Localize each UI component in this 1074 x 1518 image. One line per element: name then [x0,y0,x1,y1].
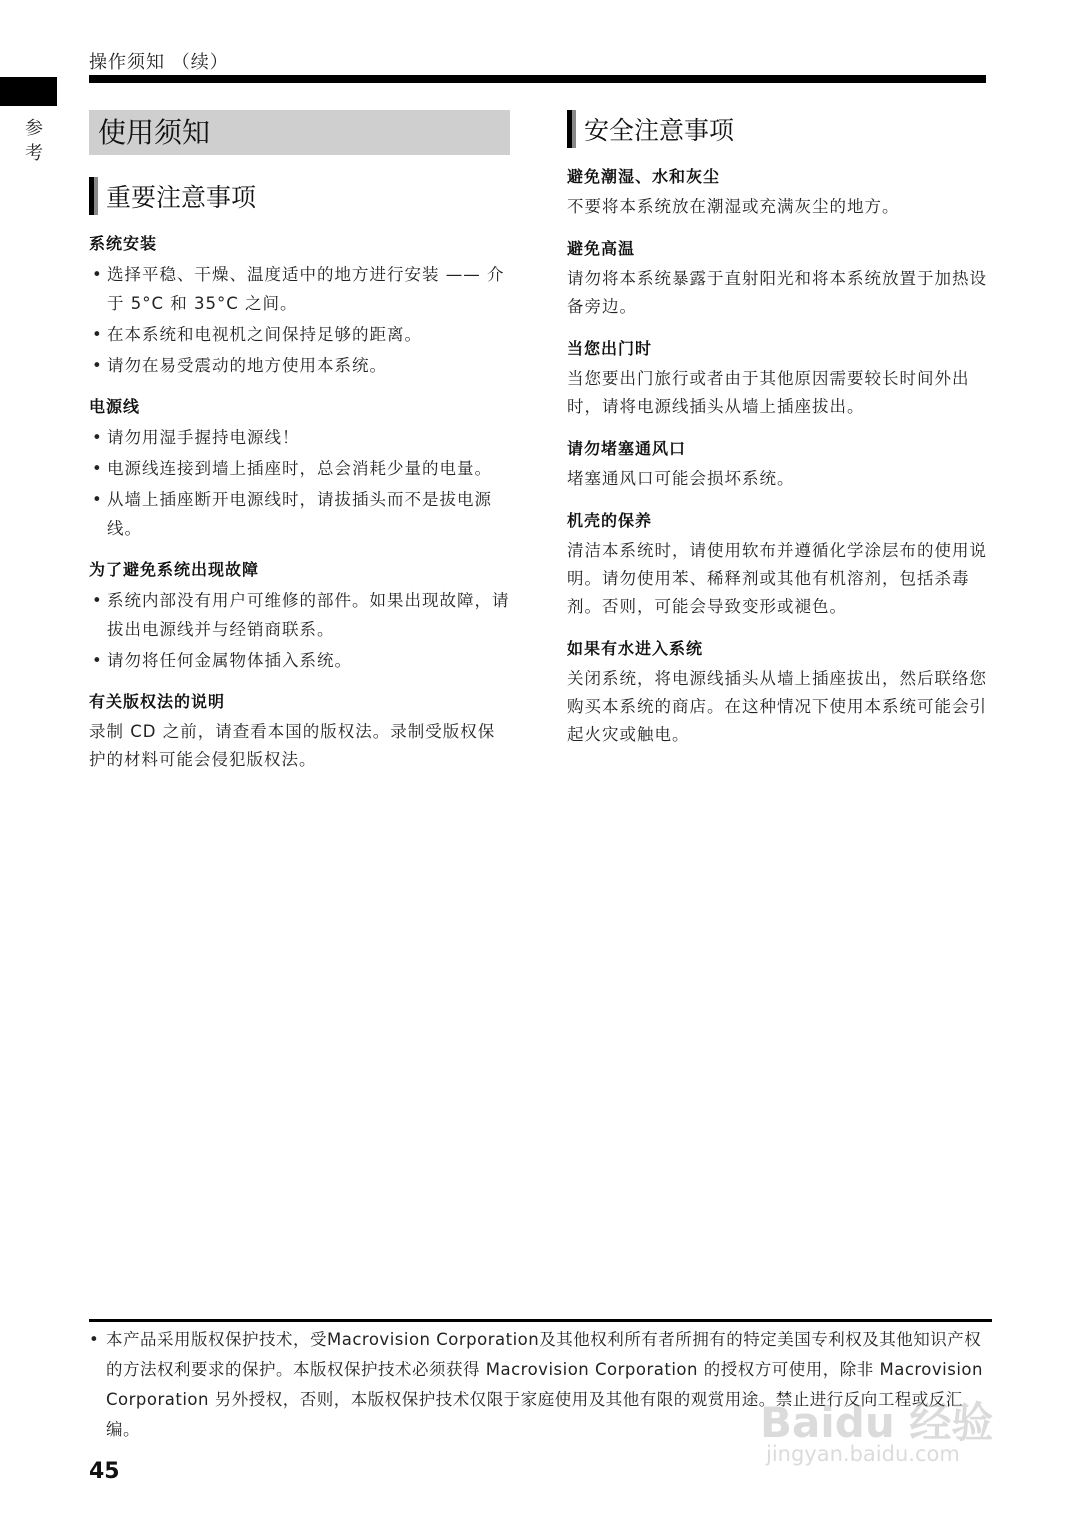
section-heat [567,236,987,321]
footnote-text: 本产品采用版权保护技术，受Macrovision Corporation及其他权利所有者所拥有的特定美国专利权及其他知识产权的方法权利要求的保护。本版权保护技术必须获得 Macrovision Corporation 的授权方可使用，除非 Macrovision Corporation 另外授权，否则，本版权保护技术仅限于家庭使用及其他有限的观赏用途。禁止进行反向工程或反汇编。 [106,1330,983,1439]
bullet-item: • 从墙上插座断开电源线时，请拔插头而不是拔电源线。 [89,485,510,543]
left-column [89,110,510,788]
side-label-char: 参 [25,118,43,139]
sub-heading-safety [567,110,987,148]
page-number: 45 [89,1459,120,1484]
side-label [25,116,47,166]
section-text: 不要将本系统放在潮湿或充满灰尘的地方。 [567,197,900,216]
section-title: 有关版权法的说明 [89,692,226,711]
section-title: 避免高温 [567,239,636,258]
section-text: 请勿将本系统暴露于直射阳光和将本系统放置于加热设备旁边。 [567,269,987,316]
section-vents [567,436,987,493]
section-water [567,636,987,749]
bullet-item: • 在本系统和电视机之间保持足够的距离。 [89,320,510,349]
side-tab-marker [0,77,57,106]
section-install [89,231,510,380]
section-text: 录制 CD 之前，请查看本国的版权法。录制受版权保护的材料可能会侵犯版权法。 [89,722,496,769]
section-moisture [567,164,987,221]
section-text: 当您要出门旅行或者由于其他原因需要较长时间外出时，请将电源线插头从墙上插座拔出。 [567,369,970,416]
header-rule [89,75,986,83]
section-power-cord [89,394,510,543]
footnote-bullet: • [89,1330,100,1349]
section-title: 请勿堵塞通风口 [567,439,687,458]
section-text: 关闭系统，将电源线插头从墙上插座拔出，然后联络您购买本系统的商店。在这种情况下使用本系统可能会引起火灾或触电。 [567,669,987,744]
bullet-item: • 请勿在易受震动的地方使用本系统。 [89,351,510,380]
watermark-brand: Baidu 经验 [760,1398,994,1447]
heading-bar-icon [89,177,94,215]
footer-rule [89,1319,992,1322]
section-title: 如果有水进入系统 [567,639,704,658]
section-title: 避免潮湿、水和灰尘 [567,167,721,186]
sub-heading-important [89,177,510,215]
watermark-url: jingyan.baidu.com [766,1442,960,1466]
bullet-item: • 选择平稳、干燥、温度适中的地方进行安装 —— 介于 5°C 和 35°C 之间。 [89,260,510,318]
heading-bar-icon [567,110,572,148]
section-title: 电源线 [89,397,141,416]
header-title: 操作须知 （续） [89,52,229,73]
sub-heading-text: 安全注意事项 [584,116,735,145]
section-text: 堵塞通风口可能会损坏系统。 [567,469,795,488]
section-title: 当您出门时 [567,339,653,358]
section-away [567,336,987,421]
section-title: 为了避免系统出现故障 [89,560,260,579]
section-title: 机壳的保养 [567,511,653,530]
section-cabinet-care [567,508,987,621]
right-column [567,110,987,764]
section-avoid-malfunction [89,557,510,675]
bullet-item: • 电源线连接到墙上插座时，总会消耗少量的电量。 [89,454,510,483]
bullet-item: • 系统内部没有用户可维修的部件。如果出现故障，请拔出电源线并与经销商联系。 [89,586,510,644]
section-copyright [89,689,510,774]
sub-heading-text: 重要注意事项 [106,183,257,212]
watermark [760,1390,1010,1480]
section-text: 清洁本系统时，请使用软布并遵循化学涂层布的使用说明。请勿使用苯、稀释剂或其他有机溶剂，包括杀毒剂。否则，可能会导致变形或褪色。 [567,541,987,616]
main-heading: 使用须知 [89,110,510,155]
bullet-item: • 请勿将任何金属物体插入系统。 [89,646,510,675]
section-title: 系统安装 [89,234,158,253]
bullet-item: • 请勿用湿手握持电源线！ [89,423,510,452]
side-label-char: 考 [25,143,43,164]
